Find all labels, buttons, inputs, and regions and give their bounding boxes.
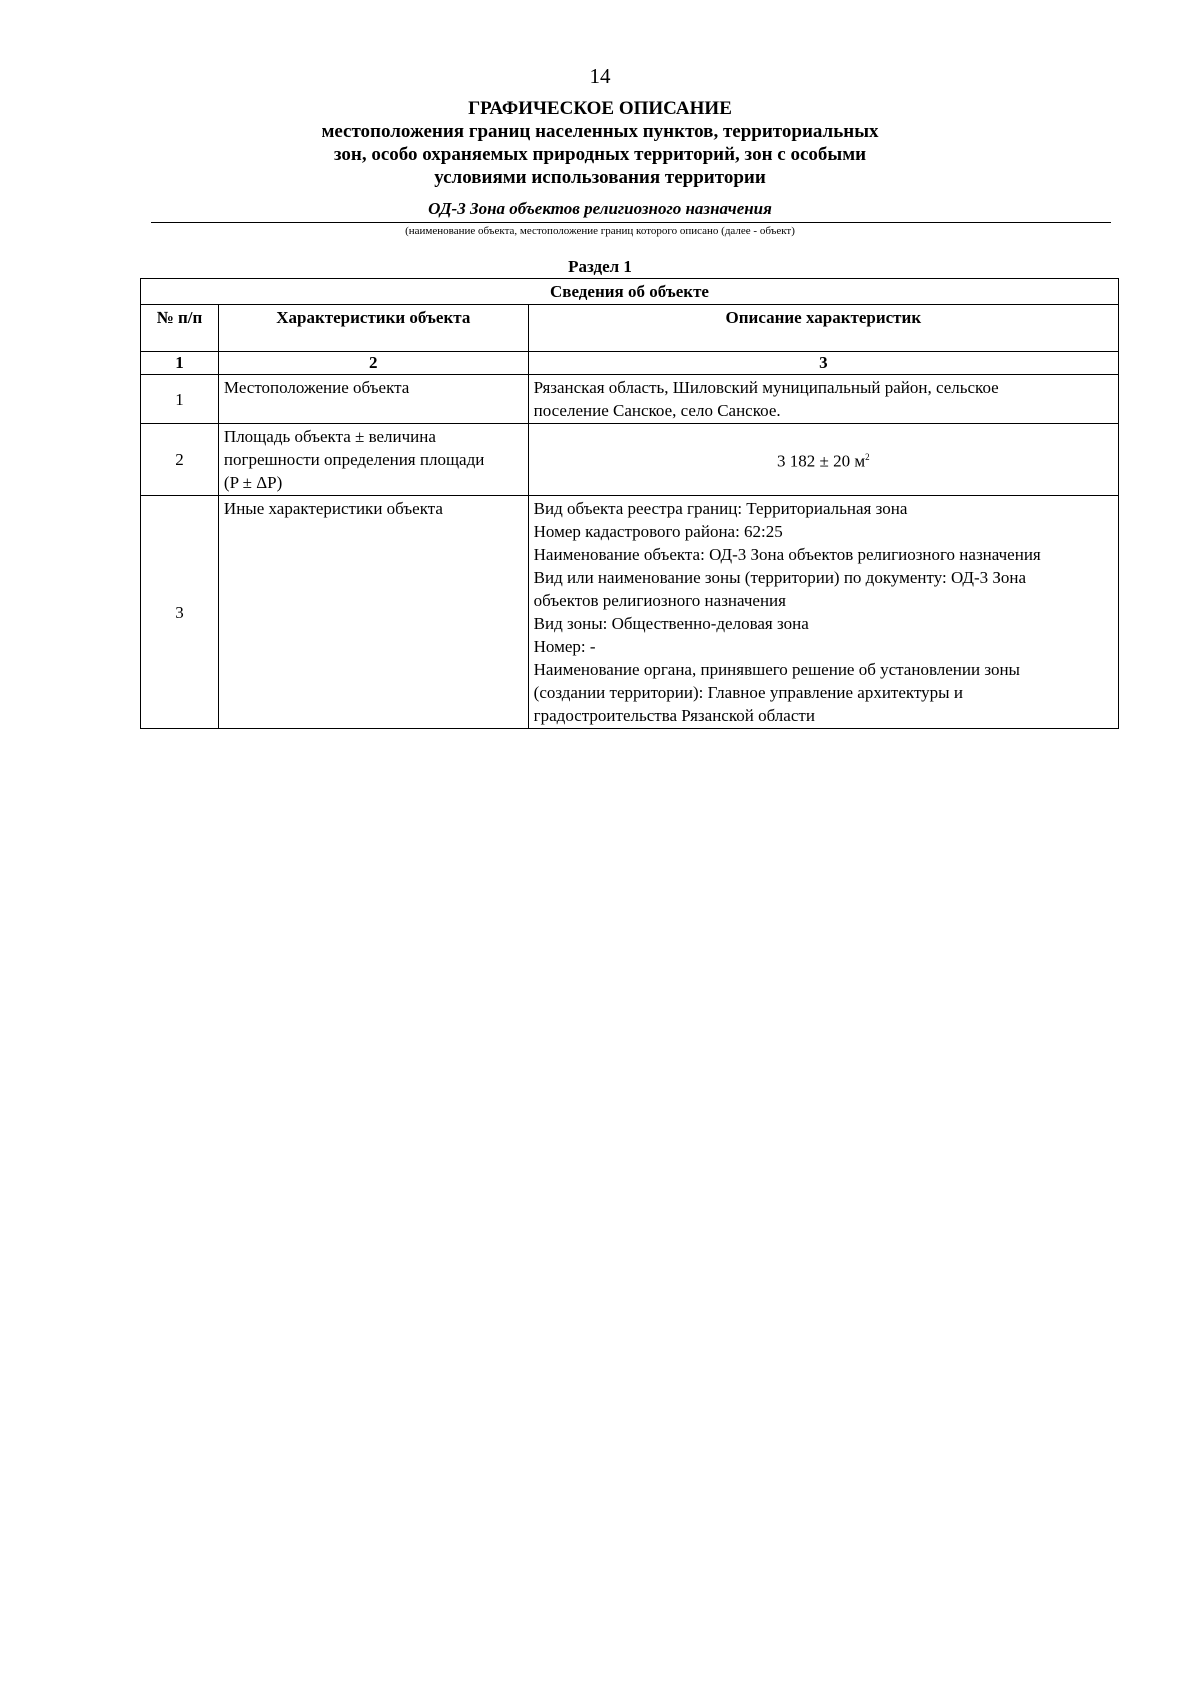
description-line: объектов религиозного назначения bbox=[533, 591, 786, 610]
description-line: Номер кадастрового района: 62:25 bbox=[533, 522, 783, 541]
characteristic-line: (P ± ΔP) bbox=[223, 473, 283, 492]
row-characteristic: Местоположение объекта bbox=[218, 375, 528, 424]
column-number: 3 bbox=[528, 352, 1118, 375]
column-header-description: Описание характеристик bbox=[528, 305, 1118, 352]
column-header-num: № п/п bbox=[141, 305, 219, 352]
table-caption-row bbox=[141, 279, 1119, 305]
page-number: 14 bbox=[589, 64, 611, 88]
column-number: 2 bbox=[218, 352, 528, 375]
description-line: поселение Санское, село Санское. bbox=[533, 401, 781, 420]
column-number: 1 bbox=[141, 352, 219, 375]
table-caption: Сведения об объекте bbox=[141, 279, 1119, 305]
row-characteristic: Иные характеристики объекта bbox=[218, 496, 528, 729]
title-line: условиями использования территории bbox=[434, 167, 766, 188]
object-name: ОД-3 Зона объектов религиозного назначения bbox=[428, 199, 772, 218]
description-line: Вид объекта реестра границ: Территориальная зона bbox=[533, 499, 908, 518]
table-row bbox=[141, 496, 1119, 729]
title-line: зон, особо охраняемых природных территорий, зон с особыми bbox=[333, 144, 867, 165]
description-line: (создании территории): Главное управление архитектуры и bbox=[533, 683, 963, 702]
row-number: 3 bbox=[141, 496, 219, 729]
description-line: Наименование органа, принявшего решение об установлении зоны bbox=[533, 660, 1020, 679]
section-title: Раздел 1 bbox=[568, 257, 632, 276]
column-header-characteristic: Характеристики объекта bbox=[218, 305, 528, 352]
row-number: 1 bbox=[141, 375, 219, 424]
row-description bbox=[528, 375, 1118, 424]
area-unit-superscript: 2 bbox=[865, 452, 870, 463]
title-line: местоположения границ населенных пунктов, территориальных bbox=[321, 121, 879, 142]
characteristic-line: погрешности определения площади bbox=[223, 450, 485, 469]
column-numbers-row bbox=[141, 352, 1119, 375]
description-line: градостроительства Рязанской области bbox=[533, 706, 815, 725]
row-description bbox=[528, 496, 1118, 729]
characteristic-line: Площадь объекта ± величина bbox=[223, 427, 436, 446]
table-header-row bbox=[141, 305, 1119, 352]
object-caption: (наименование объекта, местоположение границ которого описано (далее - объект) bbox=[405, 225, 795, 237]
description-line: Вид или наименование зоны (территории) по документу: ОД-3 Зона bbox=[533, 568, 1027, 587]
area-value: 3 182 ± 20 м bbox=[777, 451, 866, 471]
document-title bbox=[0, 97, 1200, 189]
title-line: ГРАФИЧЕСКОЕ ОПИСАНИЕ bbox=[468, 98, 732, 119]
object-name-underline bbox=[151, 222, 1111, 223]
description-line: Рязанская область, Шиловский муниципальный район, сельское bbox=[533, 378, 999, 397]
row-characteristic bbox=[218, 424, 528, 496]
object-info-table bbox=[140, 278, 1119, 729]
table-row bbox=[141, 424, 1119, 496]
description-line: Номер: - bbox=[533, 637, 596, 656]
description-line: Наименование объекта: ОД-3 Зона объектов религиозного назначения bbox=[533, 545, 1041, 564]
description-line: Вид зоны: Общественно-деловая зона bbox=[533, 614, 809, 633]
table-row bbox=[141, 375, 1119, 424]
row-description bbox=[528, 424, 1118, 496]
row-number: 2 bbox=[141, 424, 219, 496]
